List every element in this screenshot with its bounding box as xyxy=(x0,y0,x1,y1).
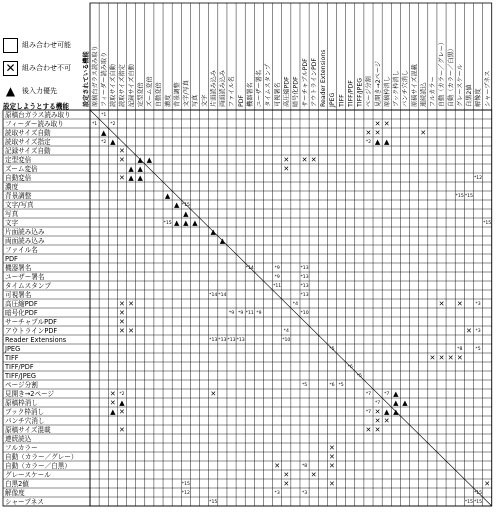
cross-mark-icon: ✕ xyxy=(447,354,454,362)
note-ref: *13 xyxy=(236,338,245,344)
row-label: TIFF/PDF xyxy=(5,363,34,372)
cross-mark-icon: ✕ xyxy=(283,165,290,173)
cross-mark-icon: ✕ xyxy=(310,156,317,164)
note-ref: *6 xyxy=(329,383,335,389)
row-label: 濃度 xyxy=(5,183,19,192)
column-label: 暗号化PDF xyxy=(292,76,300,107)
column-label: 両面読み込み xyxy=(219,69,227,107)
column-label: 背景調整 xyxy=(173,82,181,107)
note-ref: *15 xyxy=(181,482,190,488)
row-label: ファイル名 xyxy=(5,246,38,255)
cross-mark-icon: ✕ xyxy=(119,174,125,182)
triangle-mark-icon: ▲ xyxy=(137,156,143,164)
cross-mark-icon: ✕ xyxy=(484,480,491,488)
cross-mark-icon: ✕ xyxy=(119,300,125,308)
row-label: 片面読み込み xyxy=(5,228,45,237)
cross-mark-icon: ✕ xyxy=(310,471,317,479)
cross-mark-icon: ✕ xyxy=(329,462,335,470)
row-label: グレースケール xyxy=(5,471,51,480)
cross-mark-icon: ✕ xyxy=(301,156,308,164)
legend-priority-label: 後入力優先 xyxy=(22,87,57,95)
row-label: 写真 xyxy=(5,210,19,219)
cross-mark-icon: ✕ xyxy=(420,129,427,137)
cross-mark-icon: ✕ xyxy=(109,399,116,407)
column-label: 高圧縮PDF xyxy=(283,76,291,107)
row-label: 背景調整 xyxy=(5,192,32,201)
note-ref: *4 xyxy=(292,302,299,308)
cross-mark-icon: ✕ xyxy=(429,354,436,362)
note-ref: *14 xyxy=(209,293,218,299)
note-ref: *13 xyxy=(300,284,309,290)
note-ref: *13 xyxy=(227,338,236,344)
note-ref: *8 xyxy=(457,347,463,353)
column-label: 自動（カラー／白黒） xyxy=(447,45,455,107)
row-label: 高圧縮PDF xyxy=(5,300,38,309)
note-ref: *9 xyxy=(274,275,280,281)
triangle-mark-icon: ▲ xyxy=(210,228,216,236)
cross-mark-icon: ✕ xyxy=(119,408,125,416)
column-label: TIFF/JPEG xyxy=(356,77,364,107)
row-label: 読取サイズ自動 xyxy=(5,129,51,138)
triangle-mark-icon: ▲ xyxy=(393,408,399,416)
note-ref: *5 xyxy=(475,347,481,353)
note-ref: *15 xyxy=(473,491,483,497)
column-label: TIFF xyxy=(338,94,346,107)
note-ref: *2 xyxy=(365,140,372,146)
triangle-mark-icon: ▲ xyxy=(183,219,189,227)
note-ref: *15 xyxy=(181,203,190,209)
column-label: 機器署名 xyxy=(246,82,254,107)
note-ref: *7 xyxy=(365,410,372,416)
column-label: TIFF/PDF xyxy=(347,80,355,107)
note-ref: *3 xyxy=(475,329,481,335)
cross-mark-icon: ✕ xyxy=(210,390,217,398)
note-ref: *2 xyxy=(101,140,107,146)
note-ref: *9 xyxy=(238,311,244,317)
column-label: サーチャブルPDF xyxy=(301,58,309,107)
row-label: フィーダー読み取り xyxy=(5,120,64,129)
cross-mark-icon: ✕ xyxy=(119,309,125,317)
cross-mark-icon: ✕ xyxy=(119,327,125,335)
row-label: フルカラー xyxy=(5,444,38,453)
cross-mark-icon: ✕ xyxy=(438,300,445,308)
note-ref: *3 xyxy=(301,491,308,497)
triangle-mark-icon: ▲ xyxy=(174,201,180,209)
column-label: 文字 xyxy=(201,94,209,107)
triangle-mark-icon: ▲ xyxy=(384,138,390,146)
triangle-mark-icon: ▲ xyxy=(219,237,226,245)
column-label: ファイル名 xyxy=(228,76,236,107)
note-ref: *12 xyxy=(473,176,483,182)
column-label: フィーダー読み取り xyxy=(100,51,108,107)
column-label: 原稿枠消し xyxy=(383,76,391,107)
cross-mark-icon: ✕ xyxy=(383,120,390,128)
column-label: 白黒2値 xyxy=(466,84,474,107)
row-label: 解像度 xyxy=(5,489,25,498)
note-ref: *7 xyxy=(374,401,381,407)
note-ref: *2 xyxy=(110,122,116,128)
column-label: ズーム変倍 xyxy=(146,76,154,107)
triangle-icon: ▲ xyxy=(5,84,16,98)
column-label: 写真 xyxy=(192,94,200,107)
triangle-mark-icon: ▲ xyxy=(128,174,134,182)
row-label: 原稿枠消し xyxy=(5,399,38,408)
note-ref: *15 xyxy=(464,194,473,200)
triangle-mark-icon: ▲ xyxy=(402,399,408,407)
row-label: 両面読み込み xyxy=(5,237,45,246)
row-label: 自動（カラー／グレー） xyxy=(5,453,78,462)
row-label: ズーム変倍 xyxy=(5,165,38,174)
note-ref: *4 xyxy=(283,329,289,335)
row-label: ユーザー署名 xyxy=(5,273,45,282)
column-label: 自動変倍 xyxy=(155,82,163,107)
row-label: 連続読込 xyxy=(5,435,32,444)
row-label: 読取サイズ指定 xyxy=(5,138,51,147)
column-label: 見開き→2ページ xyxy=(374,60,382,107)
note-ref: *12 xyxy=(181,491,190,497)
note-ref: *13 xyxy=(218,338,227,344)
triangle-mark-icon: ▲ xyxy=(164,192,171,200)
row-label: サーチャブルPDF xyxy=(5,318,57,327)
cross-mark-icon: ✕ xyxy=(374,129,381,137)
triangle-mark-icon: ▲ xyxy=(393,390,399,398)
column-label: 文字/写真 xyxy=(183,80,191,107)
cross-mark-icon: ✕ xyxy=(329,444,335,452)
triangle-mark-icon: ▲ xyxy=(183,210,189,218)
triangle-mark-icon: ▲ xyxy=(119,399,125,407)
note-ref: *10 xyxy=(282,338,291,344)
note-ref: *15 xyxy=(483,221,492,227)
note-ref: *11 xyxy=(273,284,282,290)
triangle-mark-icon: ▲ xyxy=(110,408,116,416)
note-ref: *9 xyxy=(256,311,262,317)
grid-lines xyxy=(3,3,492,506)
triangle-mark-icon: ▲ xyxy=(110,138,116,146)
note-ref: *11 xyxy=(245,311,254,317)
note-ref: *8 xyxy=(301,464,308,470)
row-label: 機器署名 xyxy=(5,264,32,273)
note-ref: *3 xyxy=(274,491,280,497)
row-label: アウトラインPDF xyxy=(5,327,58,336)
row-label: シャープネス xyxy=(5,498,44,507)
cross-mark-icon: ✕ xyxy=(119,156,125,164)
column-label: 解像度 xyxy=(475,88,483,107)
note-ref: *5 xyxy=(329,347,335,353)
cross-mark-icon: ✕ xyxy=(383,417,390,425)
cross-mark-icon: ✕ xyxy=(283,480,290,488)
row-label: パンチ穴消し xyxy=(5,417,45,426)
cross-mark-icon: ✕ xyxy=(465,327,472,335)
column-header-title: 設定されている機能 xyxy=(83,51,90,107)
legend-ok-label: 組み合わせ可能 xyxy=(22,41,71,49)
triangle-mark-icon: ▲ xyxy=(393,399,399,407)
row-label: Reader Extensions xyxy=(5,336,67,345)
note-ref: *15 xyxy=(455,194,464,200)
row-label: JPEG xyxy=(5,345,21,354)
cross-mark-icon: ✕ xyxy=(365,129,372,137)
column-label: 定型変倍 xyxy=(137,82,145,107)
note-ref: *14 xyxy=(245,266,254,272)
note-ref: *7 xyxy=(384,392,390,398)
column-label: タイムスタンプ xyxy=(265,63,273,107)
note-ref: *15 xyxy=(473,500,483,506)
note-ref: *13 xyxy=(300,293,309,299)
note-ref: *5 xyxy=(338,383,344,389)
note-ref: *1 xyxy=(91,122,98,128)
cross-mark-icon: ✕ xyxy=(374,417,381,425)
note-ref: *6 xyxy=(347,365,353,371)
triangle-mark-icon: ▲ xyxy=(374,138,381,146)
cross-mark-icon: ✕ xyxy=(456,300,463,308)
row-label: TIFF/JPEG xyxy=(5,372,36,381)
column-label: フルカラー xyxy=(429,76,437,107)
note-ref: *13 xyxy=(300,275,309,281)
triangle-mark-icon: ▲ xyxy=(384,408,390,416)
note-ref: *15 xyxy=(163,221,172,227)
cross-mark-icon: ✕ xyxy=(329,480,335,488)
cross-mark-icon: ✕ xyxy=(283,156,290,164)
note-ref: *14 xyxy=(218,293,227,299)
note-ref: *5 xyxy=(301,383,308,389)
column-label: 片面読み込み xyxy=(210,69,218,107)
note-ref: *7 xyxy=(365,392,372,398)
note-ref: *13 xyxy=(300,266,309,272)
row-label: TIFF xyxy=(5,354,19,363)
row-label: 可視署名 xyxy=(5,291,32,300)
triangle-mark-icon: ▲ xyxy=(174,219,180,227)
column-label: Reader Extensions xyxy=(320,49,328,107)
legend-ng-label: 組み合わせ不可 xyxy=(22,64,71,72)
cross-mark-icon: ✕ xyxy=(119,147,125,155)
column-label: アウトラインPDF xyxy=(310,58,318,107)
cross-mark-icon: ✕ xyxy=(374,426,381,434)
row-label: PDF xyxy=(5,255,18,264)
note-ref: *13 xyxy=(209,338,218,344)
row-label: 白黒2値 xyxy=(5,480,29,489)
row-label: 暗号化PDF xyxy=(5,309,38,318)
cross-mark-icon: ✕ xyxy=(283,471,290,479)
row-label: 文字/写真 xyxy=(5,201,34,210)
column-label: グレースケール xyxy=(456,64,464,107)
triangle-mark-icon: ▲ xyxy=(100,129,107,137)
note-ref: *9 xyxy=(274,266,280,272)
cross-mark-icon: ✕ xyxy=(128,327,135,335)
note-ref: *5 xyxy=(356,374,362,380)
row-label: 文字 xyxy=(5,219,19,228)
cross-icon: ✕ xyxy=(3,61,18,76)
column-label: PDF xyxy=(237,94,245,107)
column-label: 原稿サイズ混載 xyxy=(411,64,419,107)
row-header-title: 設定しようとする機能 xyxy=(3,102,69,111)
column-label: 記録サイズ自動 xyxy=(128,64,136,107)
column-label: ブック枠消し xyxy=(393,70,401,107)
cross-mark-icon: ✕ xyxy=(274,462,281,470)
column-label: ページ分割 xyxy=(365,76,373,107)
row-label: 原稿台ガラス読み取り xyxy=(5,111,71,120)
column-label: パンチ穴消し xyxy=(402,69,410,107)
row-label: ブック枠消し xyxy=(5,408,45,417)
cross-mark-icon: ✕ xyxy=(119,426,125,434)
row-label: 定型変倍 xyxy=(5,156,32,165)
cross-mark-icon: ✕ xyxy=(365,426,372,434)
row-label: 原稿サイズ混載 xyxy=(5,426,51,435)
triangle-mark-icon: ▲ xyxy=(137,174,143,182)
triangle-mark-icon: ▲ xyxy=(146,156,153,164)
column-label: 可視署名 xyxy=(274,82,282,107)
triangle-mark-icon: ▲ xyxy=(192,219,198,227)
row-label: 自動変倍 xyxy=(5,174,32,183)
note-ref: *15 xyxy=(464,500,473,506)
cross-mark-icon: ✕ xyxy=(374,120,381,128)
row-label: タイムスタンプ xyxy=(5,282,52,291)
cross-mark-icon: ✕ xyxy=(109,390,116,398)
row-label: 記録サイズ自動 xyxy=(5,147,51,156)
note-ref: *3 xyxy=(475,302,481,308)
triangle-mark-icon: ▲ xyxy=(137,165,143,173)
column-label: 濃度 xyxy=(164,94,172,107)
column-label: ユーザー署名 xyxy=(256,69,264,107)
column-label: JPEG xyxy=(329,92,337,107)
column-label: 読取サイズ自動 xyxy=(110,64,118,107)
row-label: 見開き→2ページ xyxy=(5,390,55,399)
column-label: 自動（カラー／グレー） xyxy=(438,38,446,107)
cross-mark-icon: ✕ xyxy=(128,300,135,308)
note-ref: *2 xyxy=(119,392,125,398)
cross-mark-icon: ✕ xyxy=(329,453,335,461)
note-ref: *15 xyxy=(209,500,218,506)
cross-mark-icon: ✕ xyxy=(119,318,125,326)
row-label: ページ分割 xyxy=(5,381,38,390)
triangle-mark-icon: ▲ xyxy=(128,165,134,173)
note-ref: *9 xyxy=(228,311,235,317)
cross-mark-icon: ✕ xyxy=(374,408,381,416)
column-label: 連続読込 xyxy=(420,82,428,107)
column-label: 原稿台ガラス読み取り xyxy=(91,45,99,107)
column-label: 読取サイズ指定 xyxy=(119,64,127,107)
cross-mark-icon: ✕ xyxy=(438,354,445,362)
column-label: シャープネス xyxy=(484,70,492,107)
row-label: 自動（カラー／白黒） xyxy=(5,462,71,471)
note-ref: *1 xyxy=(101,113,107,119)
note-ref: *10 xyxy=(300,311,309,317)
cross-mark-icon: ✕ xyxy=(456,354,463,362)
